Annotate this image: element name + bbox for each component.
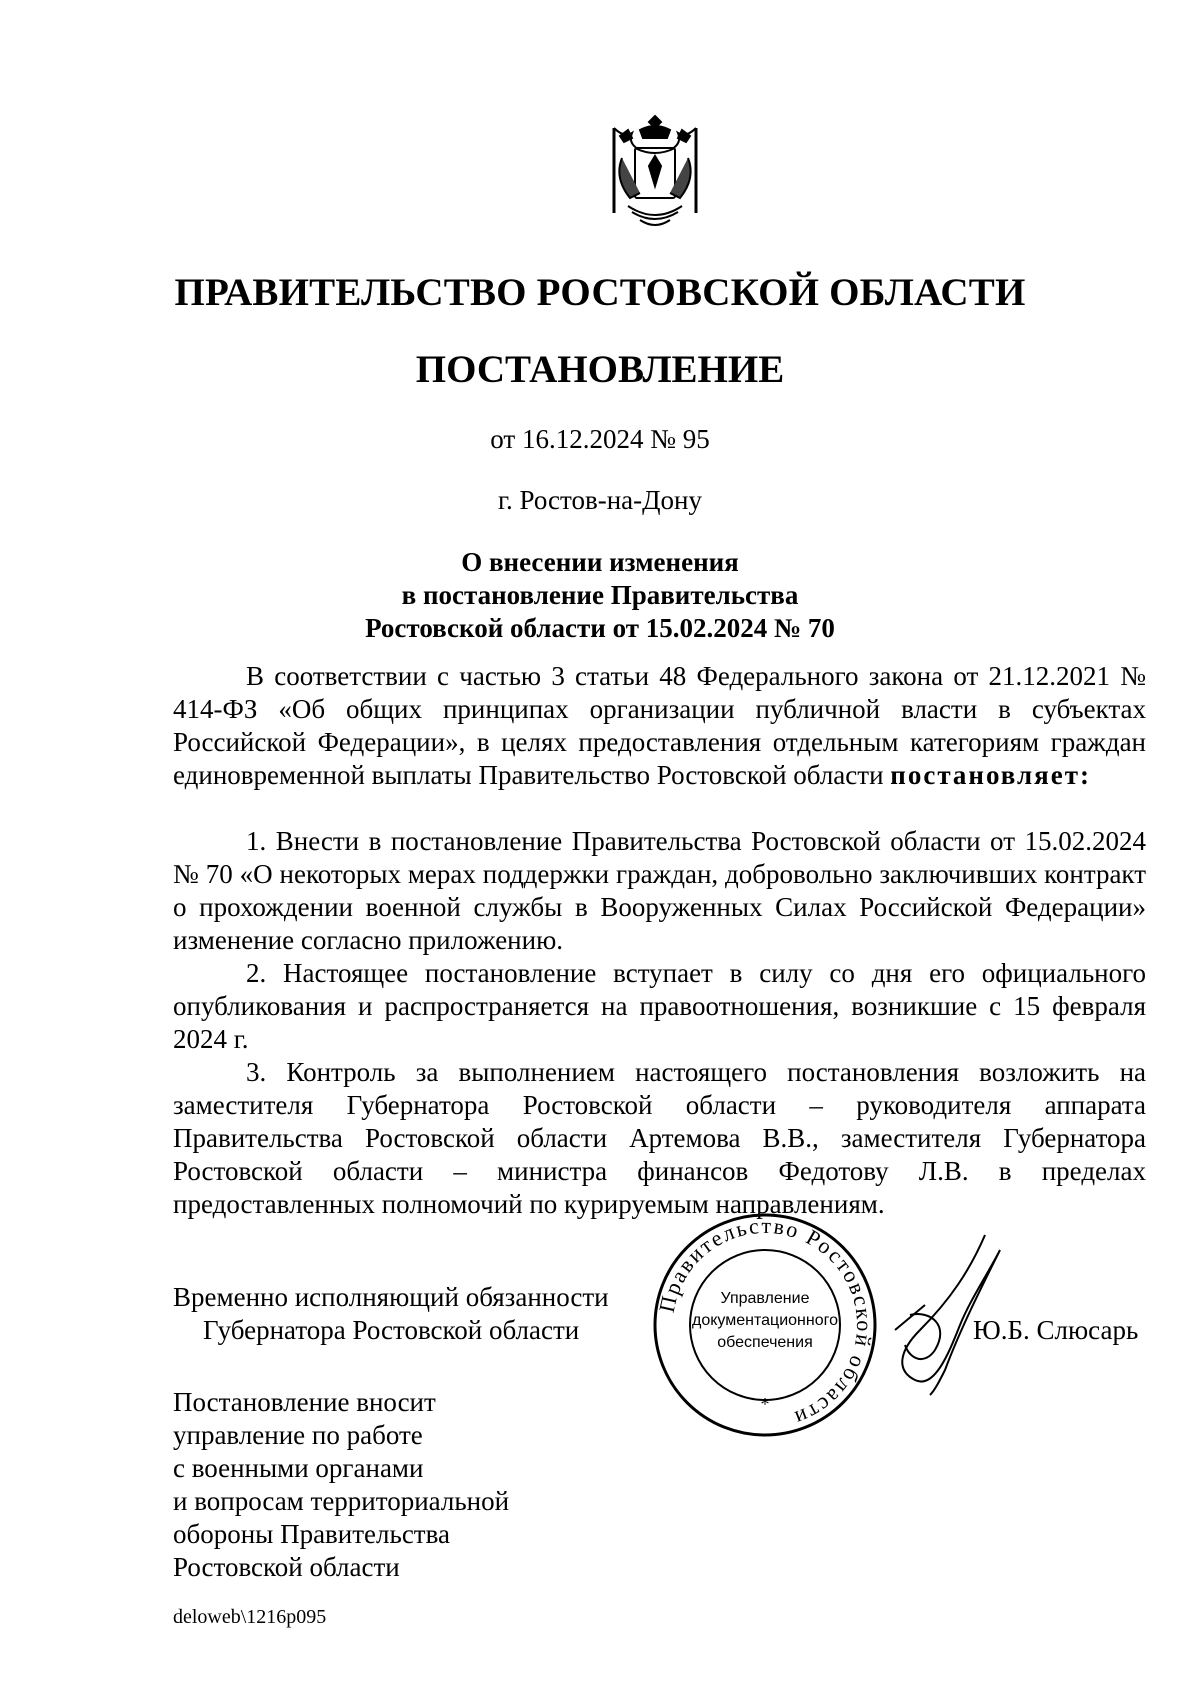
initiator-block [173, 1386, 509, 1584]
document-city: г. Ростов-на-Дону [497, 485, 702, 515]
initiator-line: с военными органами [173, 1453, 424, 1483]
initiator-line: обороны Правительства [173, 1519, 450, 1549]
document-type: ПОСТАНОВЛЕНИЕ [415, 348, 785, 391]
initiator-line: и вопросам территориальной [173, 1486, 510, 1516]
initiator-line: Постановление вносит [173, 1387, 436, 1417]
position-line: Временно исполняющий обязанности [173, 1282, 609, 1312]
document-date-number: от 16.12.2024 № 95 [490, 424, 710, 454]
body-item: 2. Настоящее постановление вступает в силу со дня его официального опубликования и распространяется на правоотношения, возникшие с 15 февраля 2024 г. [173, 958, 1146, 1054]
document-body [173, 660, 1146, 1221]
decree-word: постановляет: [890, 760, 1092, 790]
subject-line: Ростовской области от 15.02.2024 № 70 [365, 613, 835, 643]
preamble-paragraph [173, 660, 1146, 792]
svg-text:Правительство Ростовской облас: Правительство Ростовской области [653, 1212, 878, 1432]
signatory-position [173, 1281, 609, 1347]
subject-line: О внесении изменения [461, 547, 739, 577]
signatory-name: Ю.Б. Слюсарь [973, 1315, 1139, 1345]
document-subject [0, 546, 1200, 645]
organization-title: ПРАВИТЕЛЬСТВО РОСТОВСКОЙ ОБЛАСТИ [174, 271, 1026, 314]
initiator-line: управление по работе [173, 1420, 423, 1450]
initiator-line: Ростовской области [173, 1552, 400, 1582]
preamble-text: В соответствии с частью 3 статьи 48 Федерального закона от 21.12.2021 № 414-ФЗ «Об общих принципах организации публичной власти в субъектах Российской Федерации», в целях предоставления отдельным категориям граждан единовременной выплаты Правительство Ростовской области [173, 661, 1146, 790]
file-reference: deloweb\1216p095 [173, 1606, 327, 1628]
seal-line: обеспечения [717, 1334, 813, 1351]
subject-line: в постановление Правительства [401, 580, 799, 610]
body-item: 3. Контроль за выполнением настоящего постановления возложить на заместителя Губернатора Ростовской области – руководителя аппарата Правительства Ростовской области Артемова В.В., заместителя Губернатора Ростовской области – министра финансов Федотову Л.В. в пределах предоставленных полномочий по курируемым направлениям. [173, 1057, 1146, 1219]
svg-text:*: * [760, 1394, 770, 1414]
position-line: Губернатора Ростовской области [203, 1315, 580, 1345]
seal-line: Управление [720, 1290, 810, 1307]
seal-inner-text [690, 1288, 840, 1354]
body-item: 1. Внести в постановление Правительства Ростовской области от 15.02.2024 № 70 «О некоторых мерах поддержки граждан, добровольно заключивших контракт о прохождении военной службы в Вооруженных Силах Российской Федерации» изменение согласно приложению. [173, 826, 1146, 955]
coat-of-arms-icon [600, 108, 710, 238]
seal-line: документационного [692, 1312, 838, 1329]
